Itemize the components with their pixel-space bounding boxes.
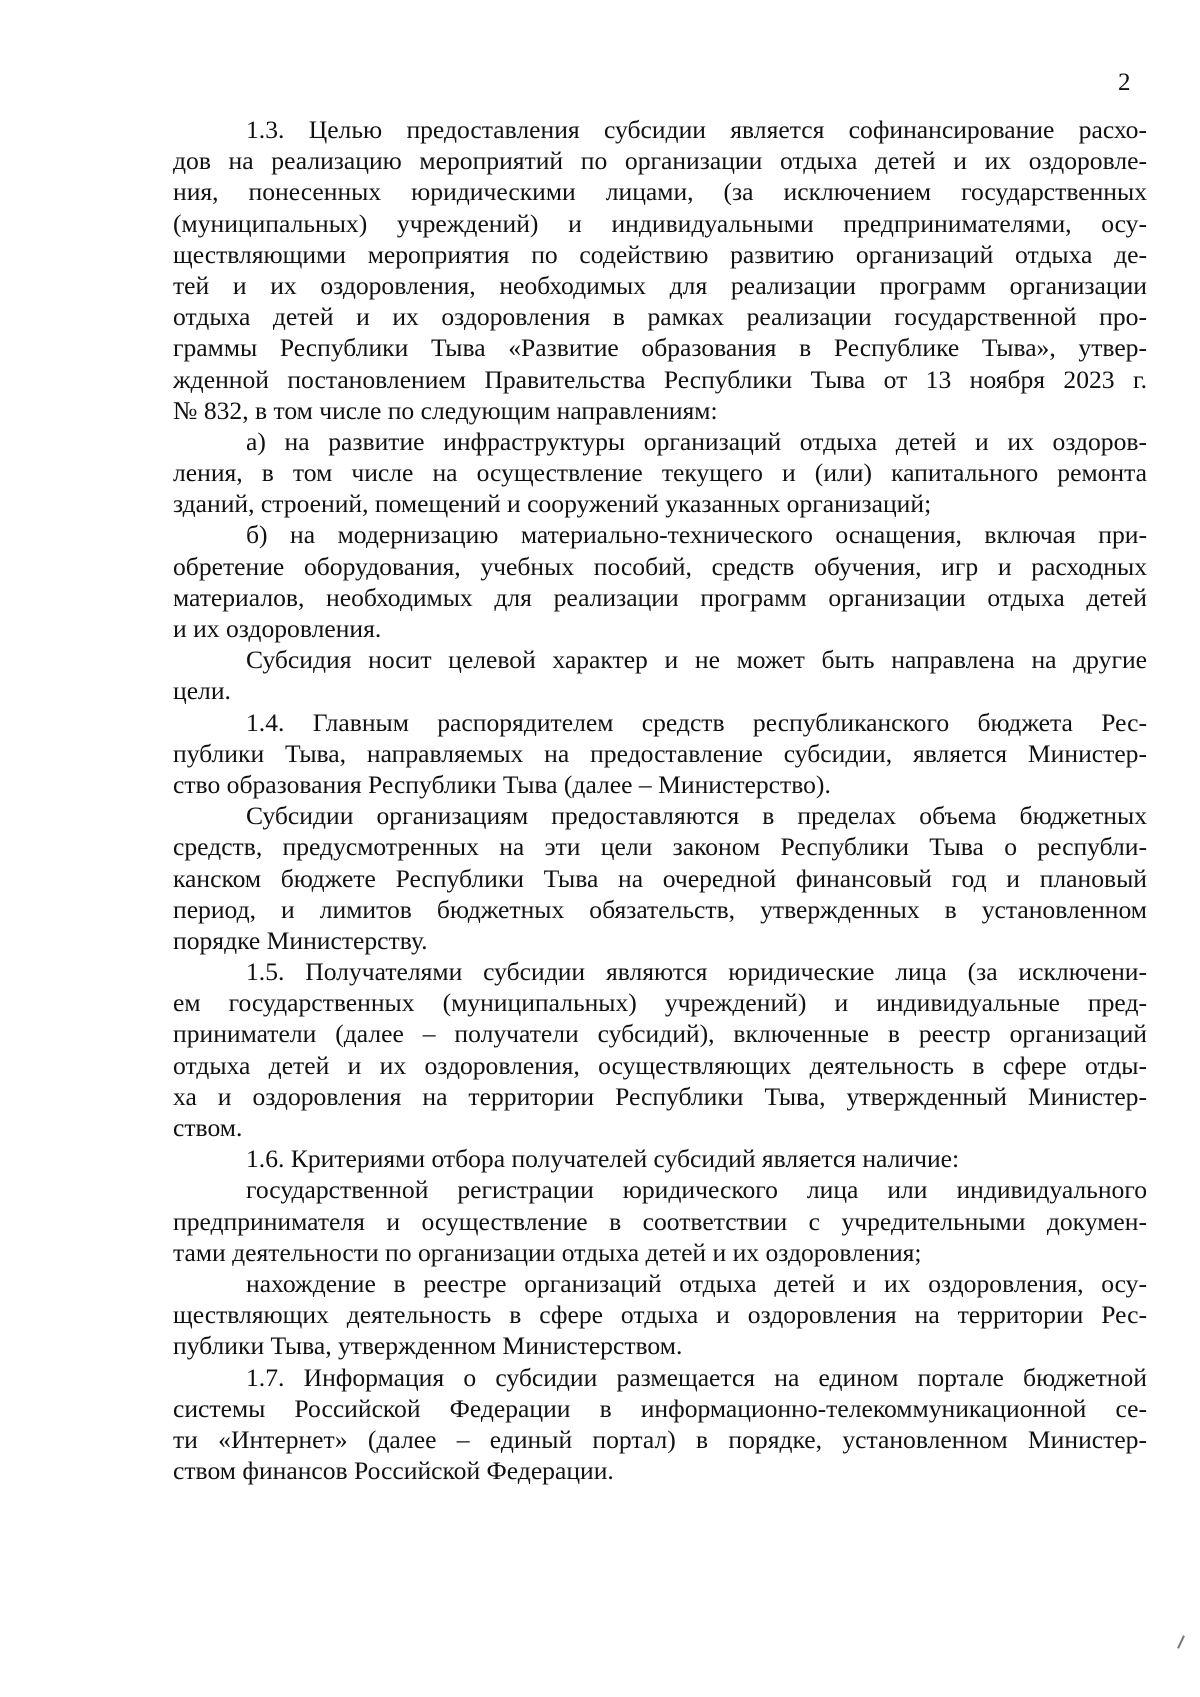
text-line: ем государственных (муниципальных) учреждений) и индивидуальные пред- (173, 988, 1147, 1018)
text-line: публики Тыва, направляемых на предоставление субсидии, является Министер- (173, 738, 1147, 768)
text-line: а) на развитие инфраструктуры организаций отдыха детей и их оздоров- (246, 426, 1147, 456)
text-line: ления, в том числе на осуществление текущего и (или) капитального ремонта (173, 458, 1147, 488)
text-line: Субсидии организациям предоставляются в пределах объема бюджетных (246, 801, 1147, 831)
text-line: ти «Интернет» (далее – единый портал) в порядке, установленном Министер- (173, 1424, 1147, 1454)
text-line: жденной постановлением Правительства Республики Тыва от 13 ноября 2023 г. (173, 364, 1147, 394)
text-line: государственной регистрации юридического лица или индивидуального (246, 1175, 1147, 1205)
text-line: дов на реализацию мероприятий по организации отдыха детей и их оздоровле- (173, 146, 1147, 176)
text-line: тами деятельности по организации отдыха детей и их оздоровления; (173, 1237, 922, 1267)
document-body (173, 114, 1147, 1486)
text-line: обретение оборудования, учебных пособий, средств обучения, игр и расходных (173, 551, 1147, 581)
text-line: предпринимателя и осуществление в соответствии с учредительными докумен- (173, 1206, 1147, 1236)
text-line: ством финансов Российской Федерации. (173, 1456, 614, 1486)
text-line: материалов, необходимых для реализации программ организации отдыха детей (173, 582, 1147, 612)
text-line: отдыха детей и их оздоровления в рамках реализации государственной про- (173, 302, 1147, 332)
text-line: ство образования Республики Тыва (далее – Министерство). (173, 769, 831, 799)
text-line: канском бюджете Республики Тыва на очередной финансовый год и плановый (173, 863, 1147, 893)
text-line: б) на модернизацию материально-технического оснащения, включая при- (246, 520, 1147, 550)
text-line: приниматели (далее – получатели субсидий), включенные в реестр организаций (173, 1019, 1147, 1049)
text-line: № 832, в том числе по следующим направлениям: (173, 395, 718, 425)
text-line: Субсидия носит целевой характер и не может быть направлена на другие (246, 645, 1147, 675)
text-line: граммы Республики Тыва «Развитие образования в Республике Тыва», утвер- (173, 333, 1147, 363)
text-line: цели. (173, 676, 231, 706)
scan-artifact-mark (1177, 1635, 1185, 1649)
text-line: зданий, строений, помещений и сооружений указанных организаций; (173, 489, 932, 519)
page-number: 2 (1118, 69, 1131, 96)
text-line: (муниципальных) учреждений) и индивидуальными предпринимателями, осу- (173, 208, 1147, 238)
text-line: порядке Министерству. (173, 925, 428, 955)
text-line: период, и лимитов бюджетных обязательств, утвержденных в установленном (173, 894, 1147, 924)
text-line: ния, понесенных юридическими лицами, (за исключением государственных (173, 177, 1147, 207)
text-line: ществляющих деятельность в сфере отдыха и оздоровления на территории Рес- (173, 1300, 1147, 1330)
text-line: средств, предусмотренных на эти цели законом Республики Тыва о республи- (173, 832, 1147, 862)
text-line: ством. (173, 1113, 243, 1142)
text-line: отдыха детей и их оздоровления, осуществляющих деятельность в сфере отды- (173, 1050, 1147, 1080)
text-line: нахождение в реестре организаций отдыха детей и их оздоровления, осу- (246, 1268, 1147, 1298)
text-line: тей и их оздоровления, необходимых для реализации программ организации (173, 270, 1147, 300)
text-line: публики Тыва, утвержденном Министерством. (173, 1331, 683, 1361)
text-line: 1.7. Информация о субсидии размещается на едином портале бюджетной (246, 1362, 1147, 1392)
text-line: системы Российской Федерации в информационно-телекоммуникационной се- (173, 1393, 1147, 1423)
text-line: ществляющими мероприятия по содействию развитию организаций отдыха де- (173, 239, 1147, 269)
text-line: ха и оздоровления на территории Республики Тыва, утвержденный Министер- (173, 1081, 1147, 1111)
text-line: и их оздоровления. (173, 614, 382, 643)
text-line: 1.6. Критериями отбора получателей субсидий является наличие: (246, 1144, 960, 1174)
text-line: 1.4. Главным распорядителем средств республиканского бюджета Рес- (246, 707, 1147, 737)
text-line: 1.3. Целью предоставления субсидии является софинансирование расхо- (246, 115, 1147, 144)
text-line: 1.5. Получателями субсидии являются юридические лица (за исключени- (246, 957, 1147, 987)
